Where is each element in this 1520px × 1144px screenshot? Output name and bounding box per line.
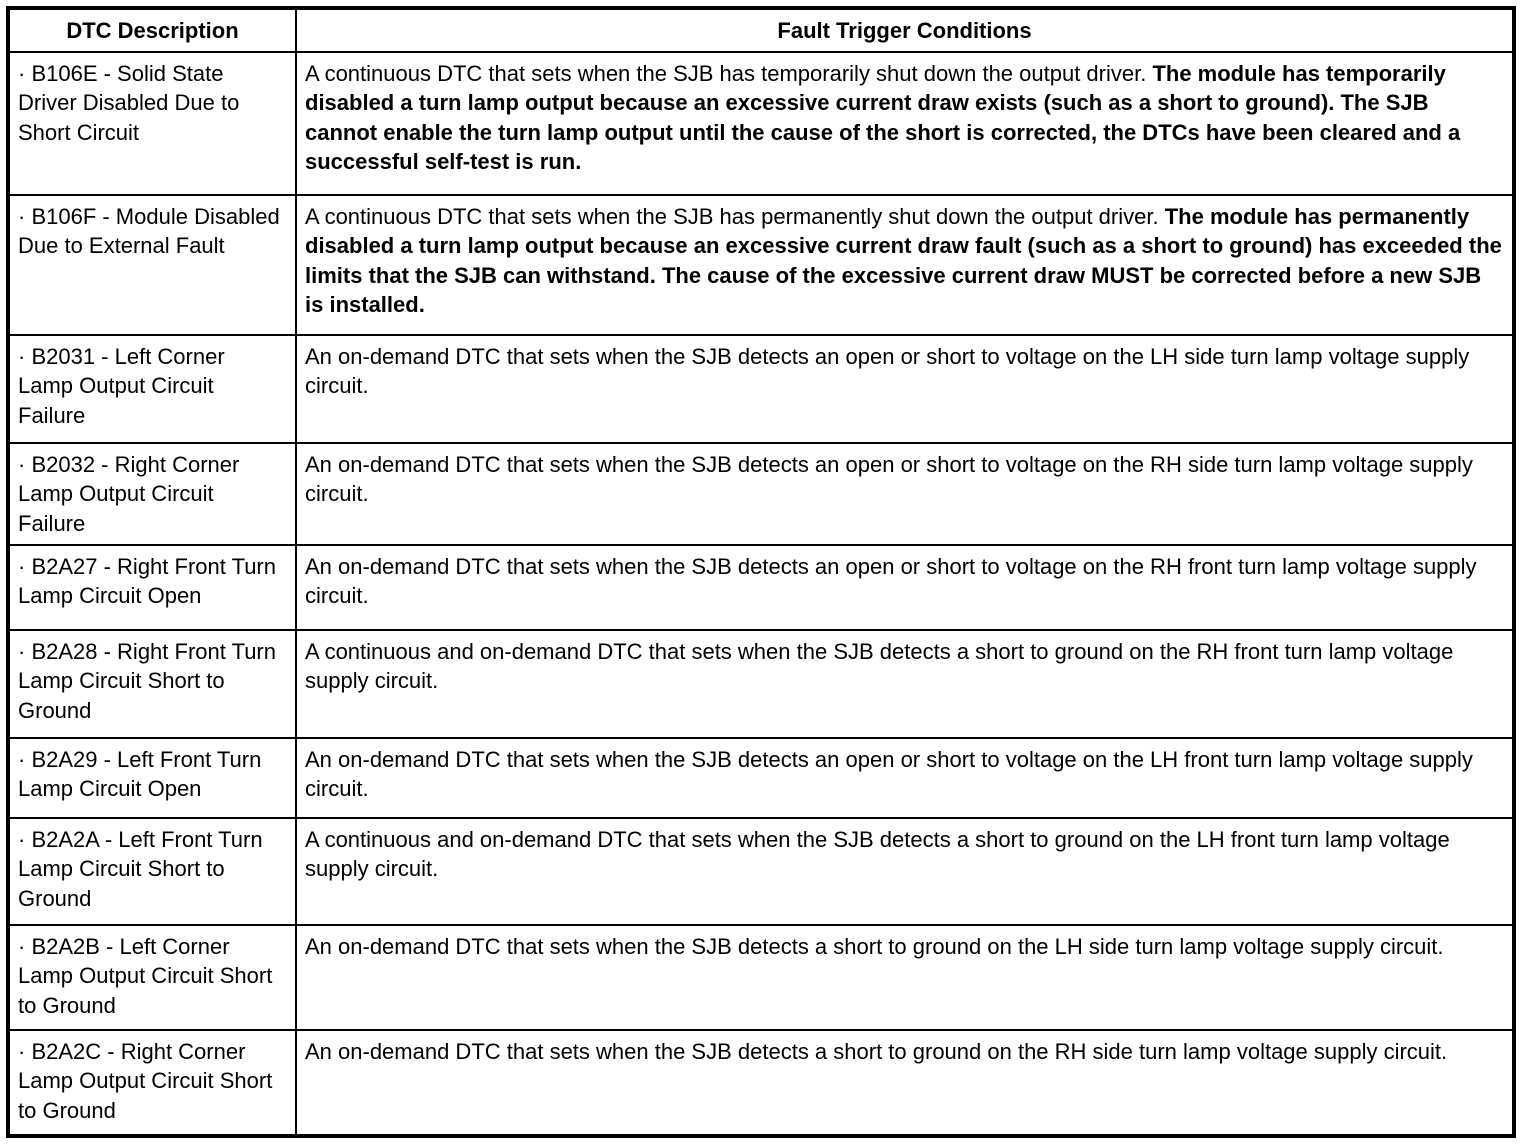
dtc-description-cell: · B2A2C - Right Corner Lamp Output Circuit Short to Ground [8,1030,296,1136]
condition-bold-text: The module has temporarily disabled a turn lamp output because an excessive current draw exists (such as a short to ground). The SJB cannot enable the turn lamp output until the cause of the short is corrected, the DTCs have been cleared and a successful self-test is run. [305,61,1461,174]
dtc-description-cell: · B2032 - Right Corner Lamp Output Circuit Failure [8,443,296,545]
condition-text: A continuous and on-demand DTC that sets when the SJB detects a short to ground on the RH front turn lamp voltage supply circuit. [305,639,1454,694]
condition-text: A continuous and on-demand DTC that sets when the SJB detects a short to ground on the LH front turn lamp voltage supply circuit. [305,827,1450,882]
header-dtc-description: DTC Description [8,8,296,52]
table-row [8,738,1514,818]
dtc-description-cell: · B2A2B - Left Corner Lamp Output Circuit Short to Ground [8,925,296,1030]
fault-trigger-conditions-cell [296,1030,1514,1136]
condition-text: A continuous DTC that sets when the SJB has temporarily shut down the output driver. [305,61,1153,86]
dtc-description-cell: · B2A28 - Right Front Turn Lamp Circuit Short to Ground [8,630,296,738]
fault-trigger-conditions-cell [296,818,1514,925]
dtc-description-cell: · B2031 - Left Corner Lamp Output Circuit Failure [8,335,296,443]
table-row [8,545,1514,630]
dtc-description-cell: · B106F - Module Disabled Due to External Fault [8,195,296,335]
table-row [8,818,1514,925]
condition-text: An on-demand DTC that sets when the SJB detects a short to ground on the RH side turn lamp voltage supply circuit. [305,1039,1448,1064]
table-row [8,1030,1514,1136]
dtc-description-cell: · B2A27 - Right Front Turn Lamp Circuit Open [8,545,296,630]
fault-trigger-conditions-cell [296,443,1514,545]
condition-text: An on-demand DTC that sets when the SJB detects an open or short to voltage on the RH front turn lamp voltage supply circuit. [305,554,1477,609]
table-row [8,52,1514,195]
table-header-row [8,8,1514,52]
condition-text: An on-demand DTC that sets when the SJB detects an open or short to voltage on the RH side turn lamp voltage supply circuit. [305,452,1473,507]
dtc-description-cell: · B2A29 - Left Front Turn Lamp Circuit Open [8,738,296,818]
table-row [8,630,1514,738]
dtc-description-cell: · B106E - Solid State Driver Disabled Due to Short Circuit [8,52,296,195]
condition-text: A continuous DTC that sets when the SJB has permanently shut down the output driver. [305,204,1165,229]
fault-trigger-conditions-cell [296,52,1514,195]
fault-trigger-conditions-cell [296,925,1514,1030]
table-row [8,925,1514,1030]
condition-bold-text: The module has permanently disabled a turn lamp output because an excessive current draw fault (such as a short to ground) has exceeded the limits that the SJB can withstand. The cause of the excessive current draw MUST be corrected before a new SJB is installed. [305,204,1502,317]
table-row [8,335,1514,443]
fault-trigger-conditions-cell [296,545,1514,630]
fault-trigger-conditions-cell [296,738,1514,818]
fault-trigger-conditions-cell [296,630,1514,738]
condition-text: An on-demand DTC that sets when the SJB detects a short to ground on the LH side turn lamp voltage supply circuit. [305,934,1444,959]
dtc-description-cell: · B2A2A - Left Front Turn Lamp Circuit Short to Ground [8,818,296,925]
table-row [8,443,1514,545]
fault-trigger-conditions-cell [296,335,1514,443]
header-fault-trigger-conditions: Fault Trigger Conditions [296,8,1514,52]
condition-text: An on-demand DTC that sets when the SJB detects an open or short to voltage on the LH front turn lamp voltage supply circuit. [305,747,1473,802]
fault-trigger-conditions-cell [296,195,1514,335]
table-row [8,195,1514,335]
condition-text: An on-demand DTC that sets when the SJB detects an open or short to voltage on the LH side turn lamp voltage supply circuit. [305,344,1470,399]
dtc-fault-conditions-table [6,6,1516,1138]
